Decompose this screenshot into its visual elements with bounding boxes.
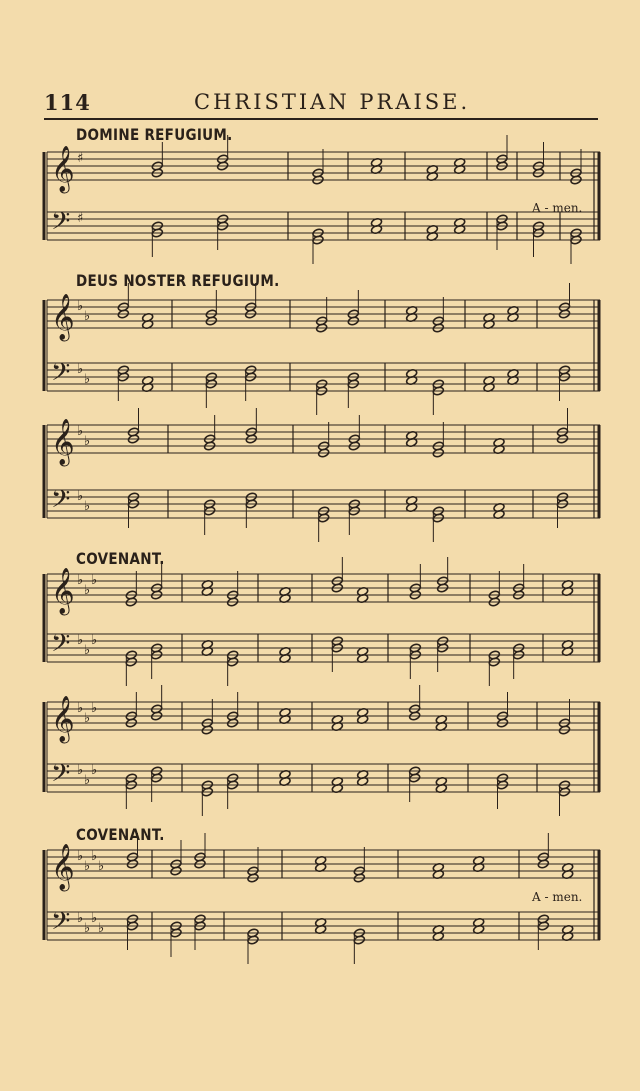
svg-text:♭: ♭ [84,711,91,726]
svg-text:♭: ♭ [84,372,91,387]
sys-deus-1 [44,283,600,415]
svg-text:𝄢: 𝄢 [51,759,71,794]
svg-text:♭: ♭ [77,573,84,588]
svg-text:𝄞: 𝄞 [51,146,75,192]
svg-text:♭: ♭ [91,849,98,864]
svg-text:♭: ♭ [84,583,91,598]
svg-text:♭: ♭ [91,763,98,778]
svg-text:♭: ♭ [77,299,84,314]
svg-text:♭: ♭ [77,633,84,648]
svg-text:♭: ♭ [77,424,84,439]
sys-domine [44,135,600,264]
svg-text:𝄢: 𝄢 [51,207,71,242]
svg-text:♭: ♭ [84,309,91,324]
svg-text:𝄢: 𝄢 [51,629,71,664]
svg-text:♭: ♭ [77,763,84,778]
svg-text:♯: ♯ [77,151,84,166]
page-number: 114 [44,90,91,115]
svg-text:♭: ♭ [91,633,98,648]
svg-text:♭: ♭ [84,434,91,449]
svg-text:♭: ♭ [84,643,91,658]
sys-cov2 [44,833,600,964]
svg-text:♭: ♭ [98,859,105,874]
amen-lyric-2: A - men. [532,890,583,904]
svg-text:♭: ♭ [84,921,91,936]
sys-deus-2 [44,408,600,542]
hymn-title-domine-refugium: DOMINE REFUGIUM. [76,126,233,145]
svg-text:♭: ♭ [84,859,91,874]
svg-text:♭: ♭ [77,362,84,377]
hymn-title-deus-noster-refugium: DEUS NOSTER REFUGIUM. [76,272,280,291]
svg-text:♭: ♭ [91,911,98,926]
svg-text:𝄞: 𝄞 [51,568,75,614]
svg-text:♭: ♭ [91,573,98,588]
svg-text:♭: ♭ [84,499,91,514]
amen-lyric-1: A - men. [532,201,583,215]
running-title: CHRISTIAN PRAISE. [194,90,471,114]
svg-text:𝄢: 𝄢 [51,907,71,942]
svg-text:♭: ♭ [77,911,84,926]
svg-text:♭: ♭ [91,701,98,716]
svg-text:♯: ♯ [77,211,84,226]
hymn-title-covenant-1: COVENANT. [76,550,165,569]
hymn-title-covenant-2: COVENANT. [76,826,165,845]
svg-text:♭: ♭ [77,701,84,716]
svg-text:𝄞: 𝄞 [51,294,75,340]
svg-text:♭: ♭ [98,921,105,936]
sys-cov1-2 [44,685,600,816]
svg-text:♭: ♭ [84,773,91,788]
svg-text:𝄞: 𝄞 [51,844,75,890]
svg-text:𝄞: 𝄞 [51,696,75,742]
svg-text:♭: ♭ [77,489,84,504]
svg-text:♭: ♭ [77,849,84,864]
svg-text:𝄢: 𝄢 [51,485,71,520]
sys-cov1-1 [44,557,600,686]
svg-text:𝄢: 𝄢 [51,358,71,393]
svg-text:𝄞: 𝄞 [51,419,75,465]
